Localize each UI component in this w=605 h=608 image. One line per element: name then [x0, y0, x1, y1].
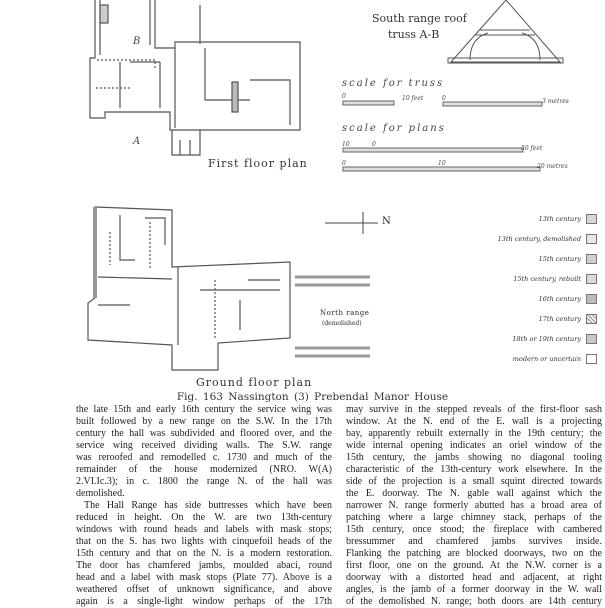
first-floor-plan: [90, 0, 300, 155]
text-line: first floor, one on the ground. At the N.W. corner is a: [346, 560, 602, 571]
text-line: The Hall Range has side buttresses which have been: [84, 500, 332, 511]
text-line: Flanking the patching are blocked doorways, two on the: [346, 548, 602, 559]
legend-item: [498, 234, 597, 244]
legend-item: [512, 334, 597, 344]
text-line: 2.VI.Ic.3); in c. 1800 the range N. of the hall was: [76, 476, 332, 487]
text-line: that on the S. has two lights with cinquefoil heads of the: [76, 536, 332, 547]
text-line: patching where a large chimney stack, perhaps of the: [346, 512, 602, 523]
legend-label: 13th century, demolished: [497, 235, 581, 243]
right-text-column: [346, 404, 602, 608]
scale-tick: 3 metres: [542, 98, 569, 105]
north-mark: N: [382, 216, 391, 227]
text-line: 15th century, once stood; the fireplace with cambered: [346, 524, 602, 535]
legend-item: [513, 354, 597, 364]
text-line: may survive in the stepped reveals of the first-floor sash: [346, 404, 602, 415]
scale-tick: 0: [442, 95, 446, 102]
text-line: of the demolished N. range; both doors are 14th century: [346, 596, 602, 607]
legend-swatch: [586, 354, 597, 364]
ground-floor-plan: [88, 207, 370, 370]
scale-tick: 50 feet: [521, 145, 543, 152]
text-line: angles, is the jamb of a former doorway in the W. wall: [346, 584, 602, 595]
text-line: the E. doorway. The N. gable wall against which the: [346, 488, 602, 499]
scale-tick: 10: [438, 160, 446, 167]
north-arrow: [325, 212, 378, 234]
legend-item: [539, 254, 597, 264]
scale-tick: 0: [342, 160, 346, 167]
scale-tick: 0: [372, 141, 376, 148]
scale-tick: 20 metres: [537, 163, 568, 170]
text-line: bay, apparently rebuilt externally in the 19th century; the: [346, 428, 602, 439]
text-line: built followed by a new range on the S.W. In the 17th: [76, 416, 332, 427]
text-line: service wing received dividing walls. The S.W. range: [76, 440, 332, 451]
legend-swatch: [586, 294, 597, 304]
text-line: head and a label with mask stops (Plate 77). Above is a: [76, 572, 332, 583]
legend-label: 13th century: [538, 215, 581, 223]
scale-plans-title: scale for plans: [342, 123, 446, 134]
text-line: windows with round heads and labels with mask stops;: [76, 524, 332, 535]
text-line: reduced in height. On the W. are two 13th-century: [76, 512, 332, 523]
legend-item: [539, 214, 597, 224]
text-line: doorway with a distorted head and adjacent, at right: [346, 572, 602, 583]
scale-truss-title: scale for truss: [342, 78, 445, 89]
figure-caption: Fig. 163 Nassington (3) Prebendal Manor House: [176, 391, 449, 403]
text-line: characteristic of the 13th-century work elsewhere. In the: [346, 464, 602, 475]
text-line: wide internal opening indicates an oriel window of the: [346, 440, 602, 451]
legend-swatch: [586, 234, 597, 244]
legend-item: [539, 314, 597, 324]
first-floor-plan-label: First floor plan: [208, 157, 308, 170]
text-line: The door has chamfered jambs, moulded abaci, round: [76, 560, 332, 571]
truss-drawing: [448, 0, 563, 63]
legend-label: 17th century: [538, 315, 581, 323]
text-line: side of the projection is a small squint directed towards: [346, 476, 602, 487]
text-line: remainder of the house modernized (NRO. W(A): [76, 464, 332, 475]
text-line: the late 15th and early 16th century the service wing was: [76, 404, 332, 415]
section-mark-b: B: [133, 36, 141, 47]
legend-swatch: [586, 314, 597, 324]
section-mark-a: A: [133, 136, 141, 147]
scale-tick: 10 feet: [402, 95, 424, 102]
legend-item: [513, 274, 597, 284]
left-text-column: [76, 404, 332, 608]
truss-title: South range roof: [372, 12, 467, 25]
legend-label: 18th or 19th century: [512, 335, 581, 343]
text-line: was reroofed and remodelled c. 1730 and much of the: [76, 452, 332, 463]
text-line: weathered offset of unknown significance, and above: [76, 584, 332, 595]
legend-label: modern or uncertain: [512, 355, 581, 363]
text-line: again is a single-light window perhaps of the 17th: [76, 596, 332, 607]
text-line: 15th century and that on the N. is a modern restoration.: [76, 548, 332, 559]
scale-tick: 10: [342, 141, 350, 148]
north-range-note: (demolished): [322, 320, 362, 327]
legend-swatch: [586, 254, 597, 264]
legend-label: 15th century: [538, 255, 581, 263]
legend-swatch: [586, 274, 597, 284]
legend: [440, 205, 605, 370]
truss-subtitle: truss A-B: [388, 28, 440, 41]
text-line: window. At the N. end of the E. wall is a projecting: [346, 416, 602, 427]
legend-item: [539, 294, 597, 304]
ground-floor-plan-label: Ground floor plan: [196, 376, 313, 389]
legend-label: 15th century, rebuilt: [513, 275, 581, 283]
text-line: century the hall was subdivided and floored over, and the: [76, 428, 332, 439]
text-line: 15th century, the jambs showing no diagonal tooling: [346, 452, 602, 463]
legend-label: 16th century: [538, 295, 581, 303]
text-line: demolished.: [76, 488, 125, 499]
text-line: bressummer and chamfered jambs survives inside.: [346, 536, 602, 547]
text-line: narrower N. range formerly abutted has a broad area of: [346, 500, 602, 511]
legend-swatch: [586, 334, 597, 344]
legend-swatch: [586, 214, 597, 224]
north-range-label: North range: [320, 309, 370, 317]
scale-tick: 0: [342, 93, 346, 100]
